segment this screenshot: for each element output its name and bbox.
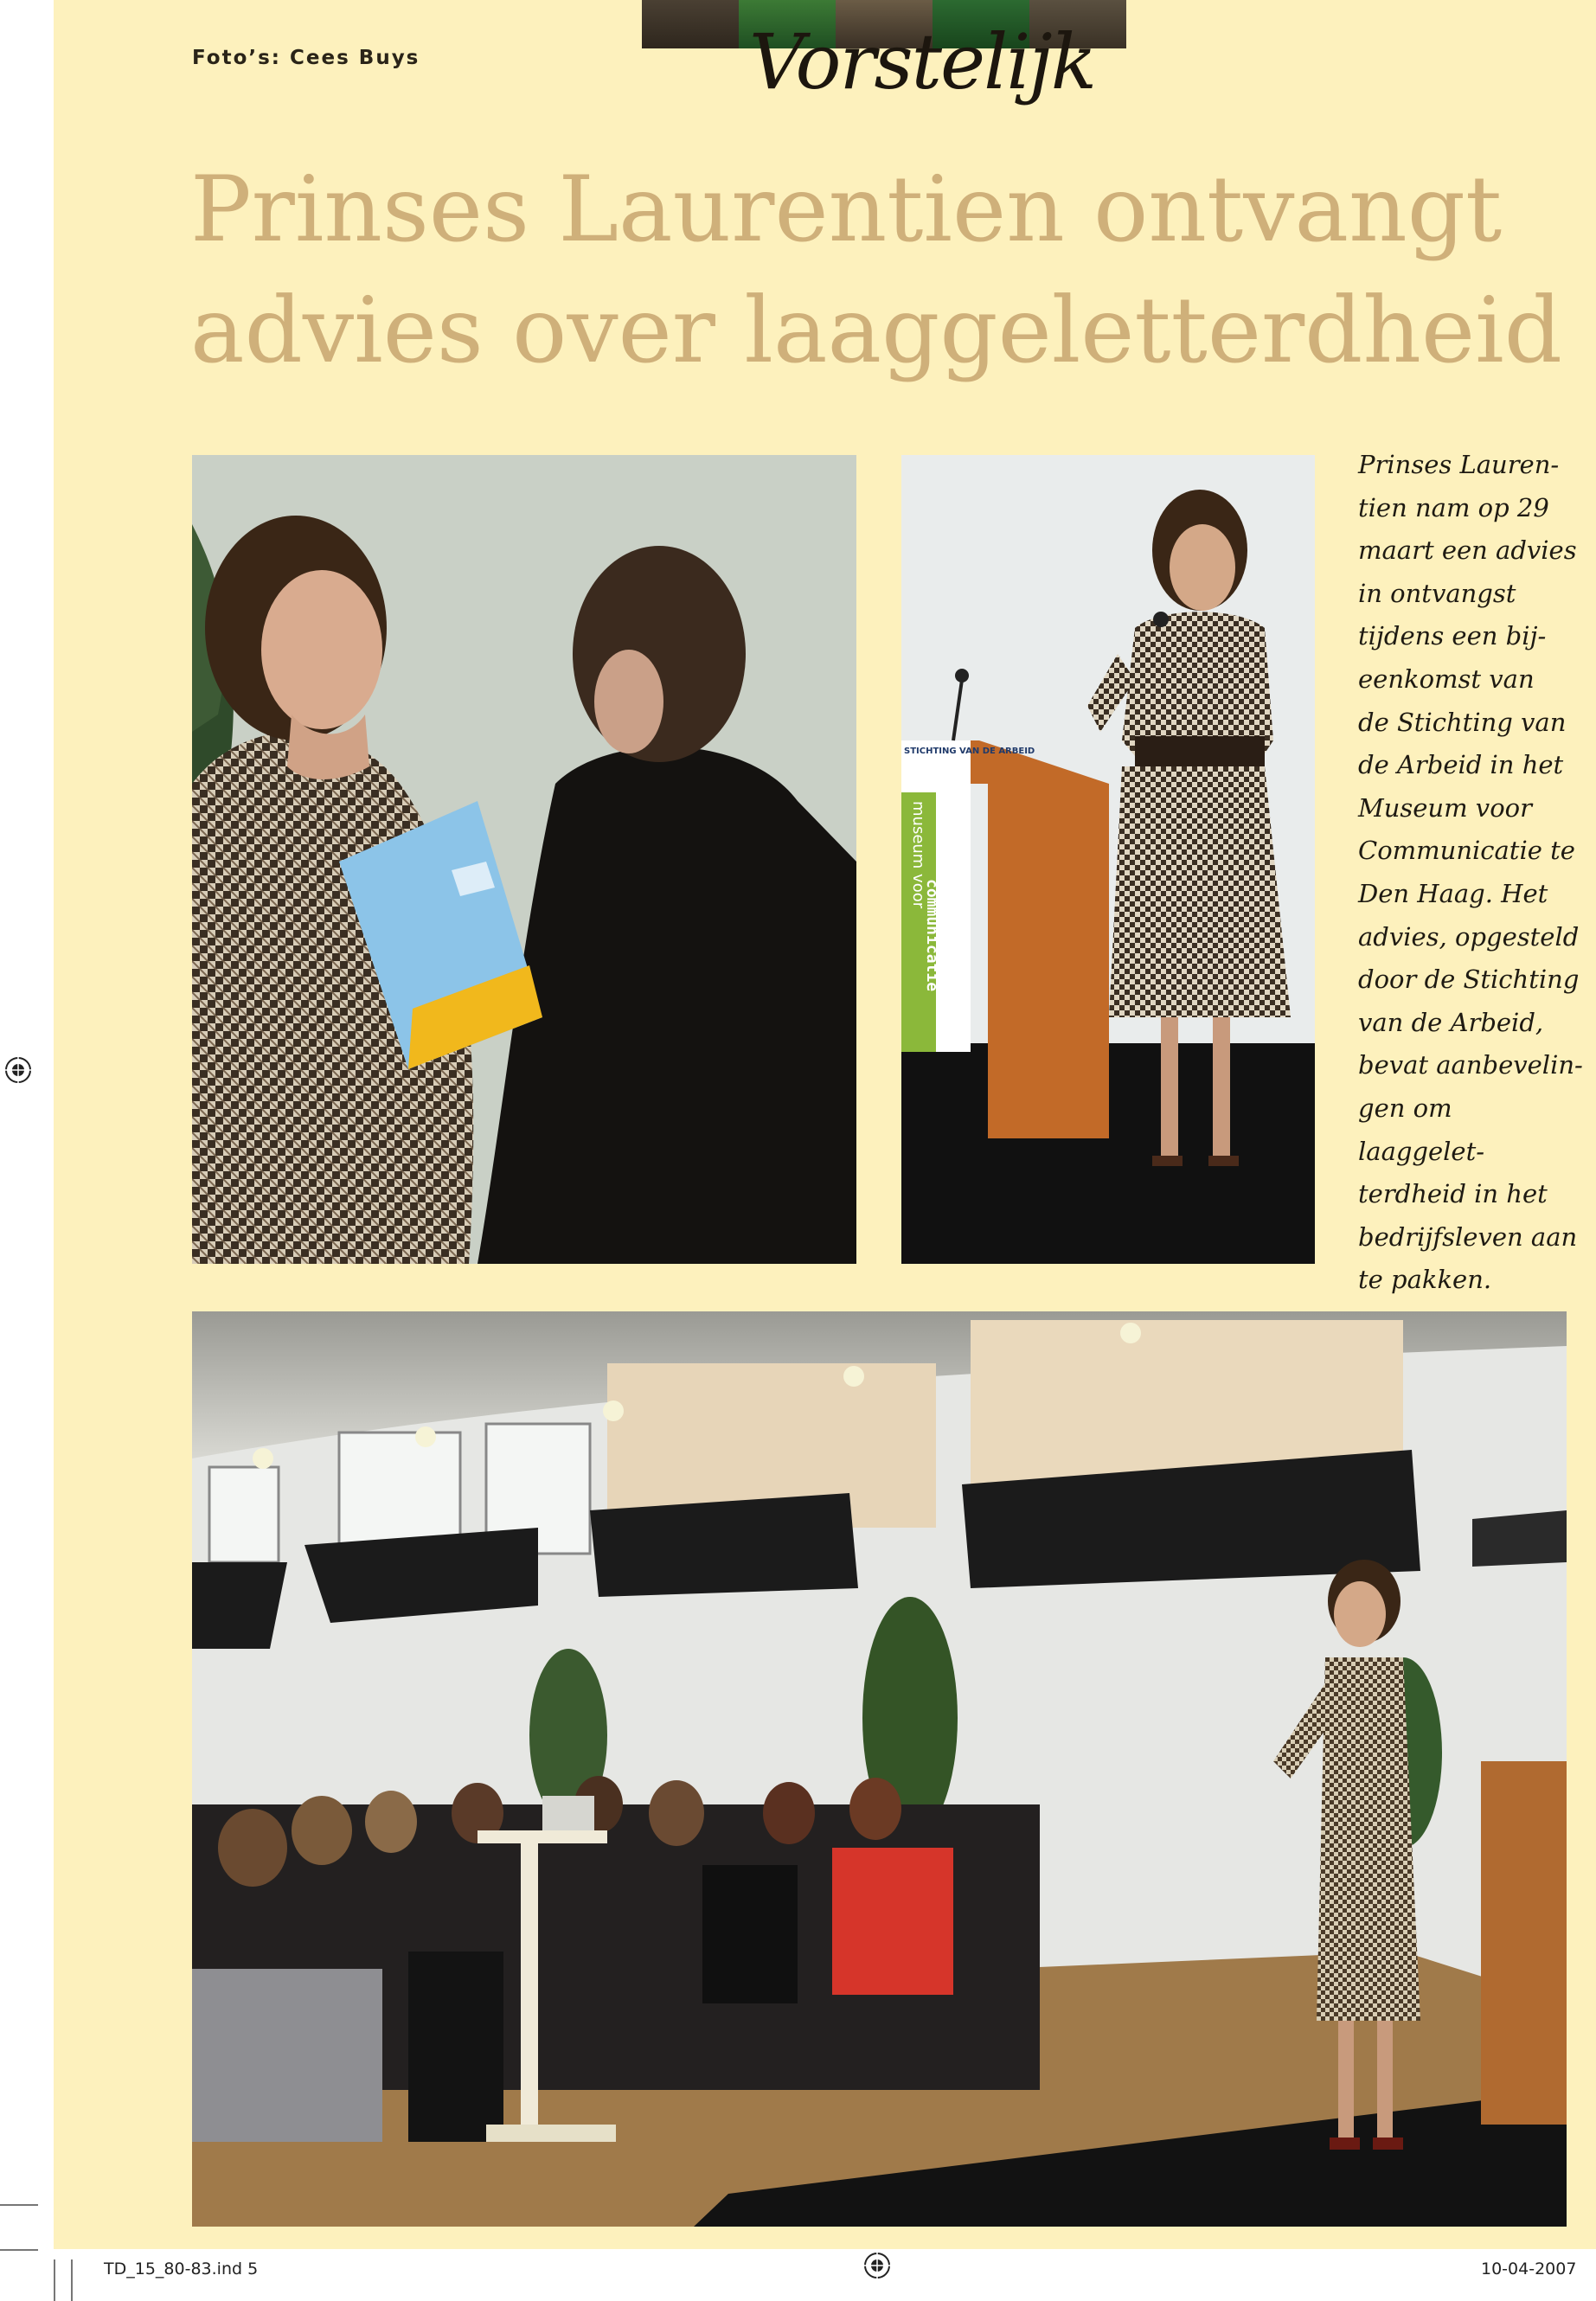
photo-auditorium (192, 1311, 1567, 2227)
crop-mark (54, 2259, 55, 2301)
crop-mark (71, 2259, 73, 2301)
section-label: Vorstelijk (749, 17, 1096, 106)
article-intro: Prinses Lauren- tien nam op 29 maart een advies in ontvangst tijdens een bij- eenkomst van de Stichting van de Arbeid in het Museum voor Communicatie te Den Haag. Het advies, opgesteld door de Stichting van de Arbeid, bevat aanbevelin- gen om laaggelet- terdheid in het bedrijfsleven aan te pakken. (1358, 450, 1583, 1295)
sign-stichting-text: STICHTING VAN DE ARBEID (904, 747, 1035, 756)
headline-line-2: advies over laaggeletterdheid (190, 278, 1562, 383)
headline-line-1: Prinses Laurentien ontvangt (190, 157, 1503, 262)
footer-date: 10-04-2007 (1481, 2259, 1577, 2279)
headline (190, 149, 1574, 391)
crop-mark (0, 2204, 38, 2206)
registration-mark-left (3, 1055, 33, 1085)
sign-museum-text: museum voor (909, 801, 927, 909)
photo-credit: Foto’s: Cees Buys (192, 47, 420, 69)
registration-mark-bottom (862, 2251, 892, 2280)
crop-mark (0, 2249, 38, 2251)
sign-communicatie-text: communicatie (923, 879, 941, 992)
photo-handover (192, 455, 856, 1264)
footer-file-slug: TD_15_80-83.ind 5 (104, 2259, 259, 2279)
photo-lectern-speech (901, 455, 1315, 1264)
